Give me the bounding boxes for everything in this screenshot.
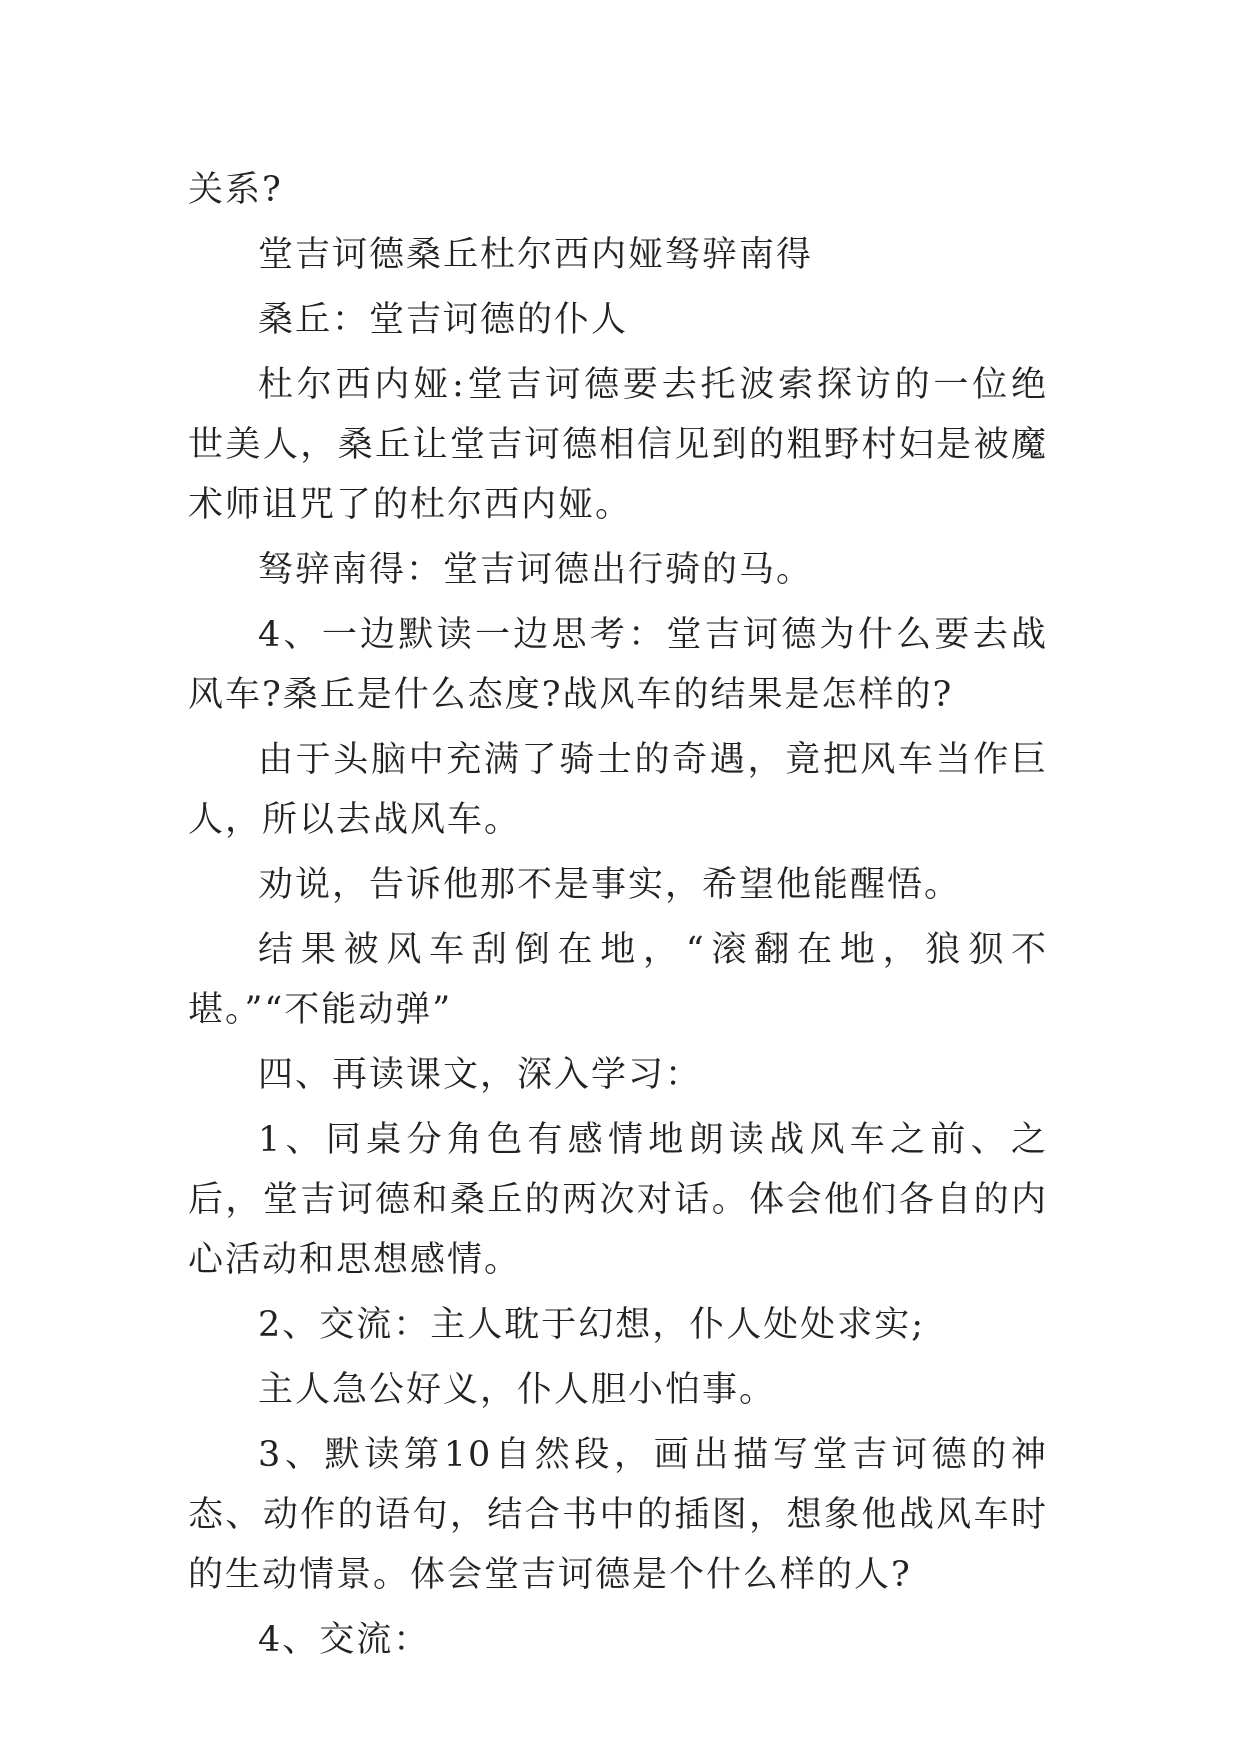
- paragraph-dulcinea: 杜尔西内娅:堂吉诃德要去托波索探访的一位绝世美人，桑丘让堂吉诃德相信见到的粗野村妇是被魔术师诅咒了的杜尔西内娅。: [188, 365, 1048, 525]
- paragraph-character-list: 堂吉诃德桑丘杜尔西内娅驽骍南得: [258, 235, 814, 275]
- paragraph-answer-attitude: 劝说，告诉他那不是事实，希望他能醒悟。: [258, 865, 962, 905]
- document-body: [188, 160, 1048, 1675]
- paragraph-rocinante: 驽骍南得：堂吉诃德出行骑的马。: [258, 550, 814, 590]
- paragraph-task-1: 1、同桌分角色有感情地朗读战风车之前、之后，堂吉诃德和桑丘的两次对话。体会他们各自的内心活动和思想感情。: [188, 1120, 1048, 1280]
- paragraph-question-4: 4、一边默读一边思考：堂吉诃德为什么要去战风车?桑丘是什么态度?战风车的结果是怎样的?: [188, 615, 1048, 715]
- paragraph-task-4: 4、交流：: [258, 1620, 431, 1660]
- paragraph-answer-reason: 由于头脑中充满了骑士的奇遇，竟把风车当作巨人，所以去战风车。: [188, 740, 1048, 840]
- paragraph-task-3: 3、默读第10自然段，画出描写堂吉诃德的神态、动作的语句，结合书中的插图，想象他战风车时的生动情景。体会堂吉诃德是个什么样的人?: [188, 1435, 1048, 1595]
- paragraph-task-2: 2、交流：主人耽于幻想，仆人处处求实;: [258, 1305, 926, 1345]
- paragraph-sancho: 桑丘：堂吉诃德的仆人: [258, 300, 629, 340]
- paragraph-relationship-question: 关系?: [188, 170, 283, 210]
- section-heading-reread: 四、再读课文，深入学习：: [258, 1055, 703, 1095]
- paragraph-task-2-cont: 主人急公好义，仆人胆小怕事。: [258, 1370, 777, 1410]
- paragraph-answer-result: 结果被风车刮倒在地，“滚翻在地，狼狈不堪。”“不能动弹”: [188, 930, 1048, 1030]
